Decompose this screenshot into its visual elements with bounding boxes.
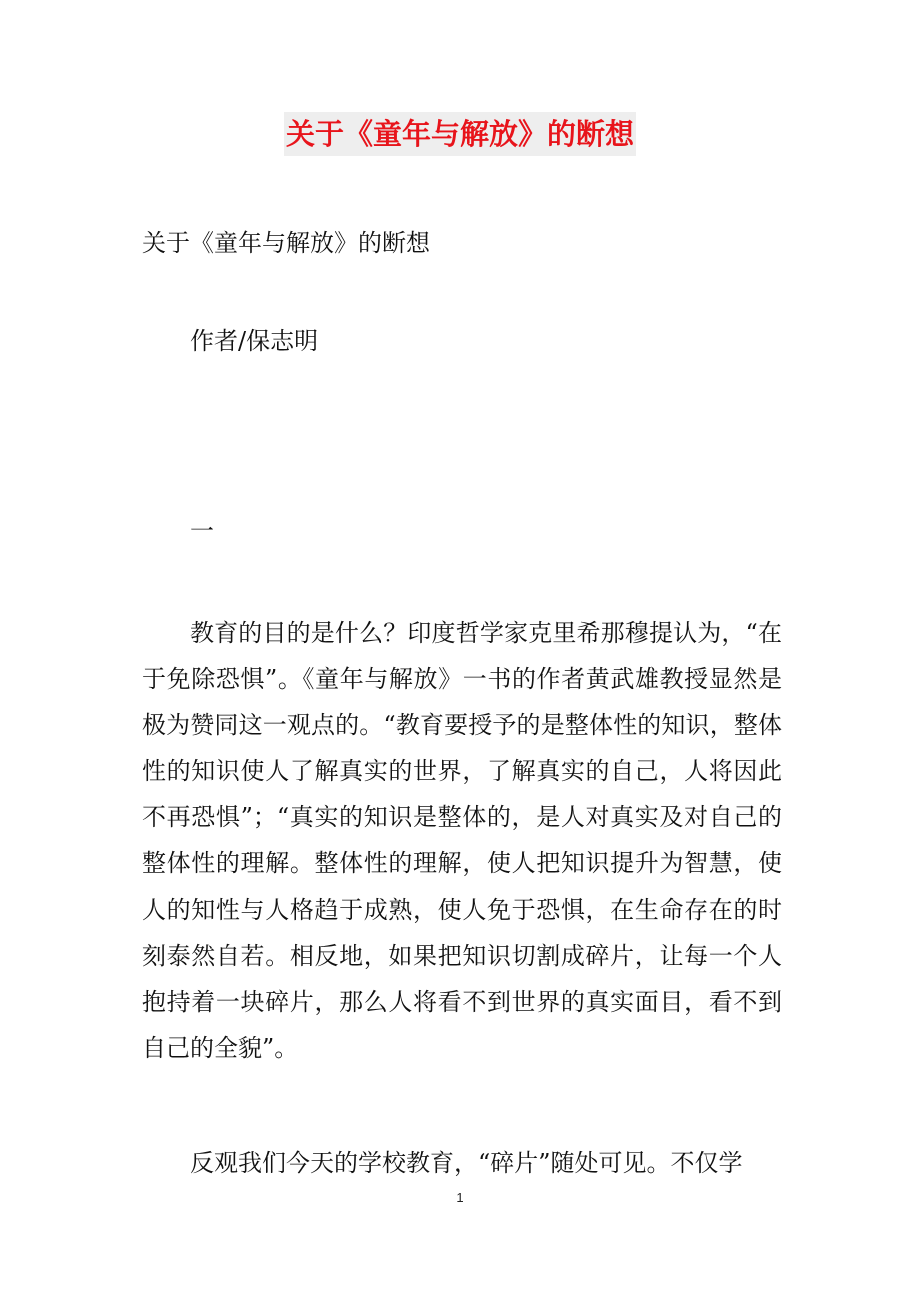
document-subtitle: 关于《童年与解放》的断想 bbox=[142, 229, 430, 257]
author-line: 作者/保志明 bbox=[190, 327, 319, 355]
section-number: 一 bbox=[190, 517, 214, 545]
page-number: 1 bbox=[456, 1190, 464, 1205]
paragraph-2: 反观我们今天的学校教育，“碎片”随处可见。不仅学 bbox=[190, 1149, 743, 1177]
title-container bbox=[0, 112, 920, 156]
document-title: 关于《童年与解放》的断想 bbox=[284, 112, 636, 156]
paragraph-1: 教育的目的是什么？印度哲学家克里希那穆提认为，“在于免除恐惧”。《童年与解放》一书的作者黄武雄教授显然是极为赞同这一观点的。“教育要授予的是整体性的知识，整体性的知识使人了解真实的世界，了解真实的自己，人将因此不再恐惧”；“真实的知识是整体的，是人对真实及对自己的整体性的理解。整体性的理解，使人把知识提升为智慧，使人的知性与人格趋于成熟，使人免于恐惧，在生命存在的时刻泰然自若。相反地，如果把知识切割成碎片，让每一个人抱持着一块碎片，那么人将看不到世界的真实面目，看不到自己的全貌”。 bbox=[142, 619, 782, 1062]
